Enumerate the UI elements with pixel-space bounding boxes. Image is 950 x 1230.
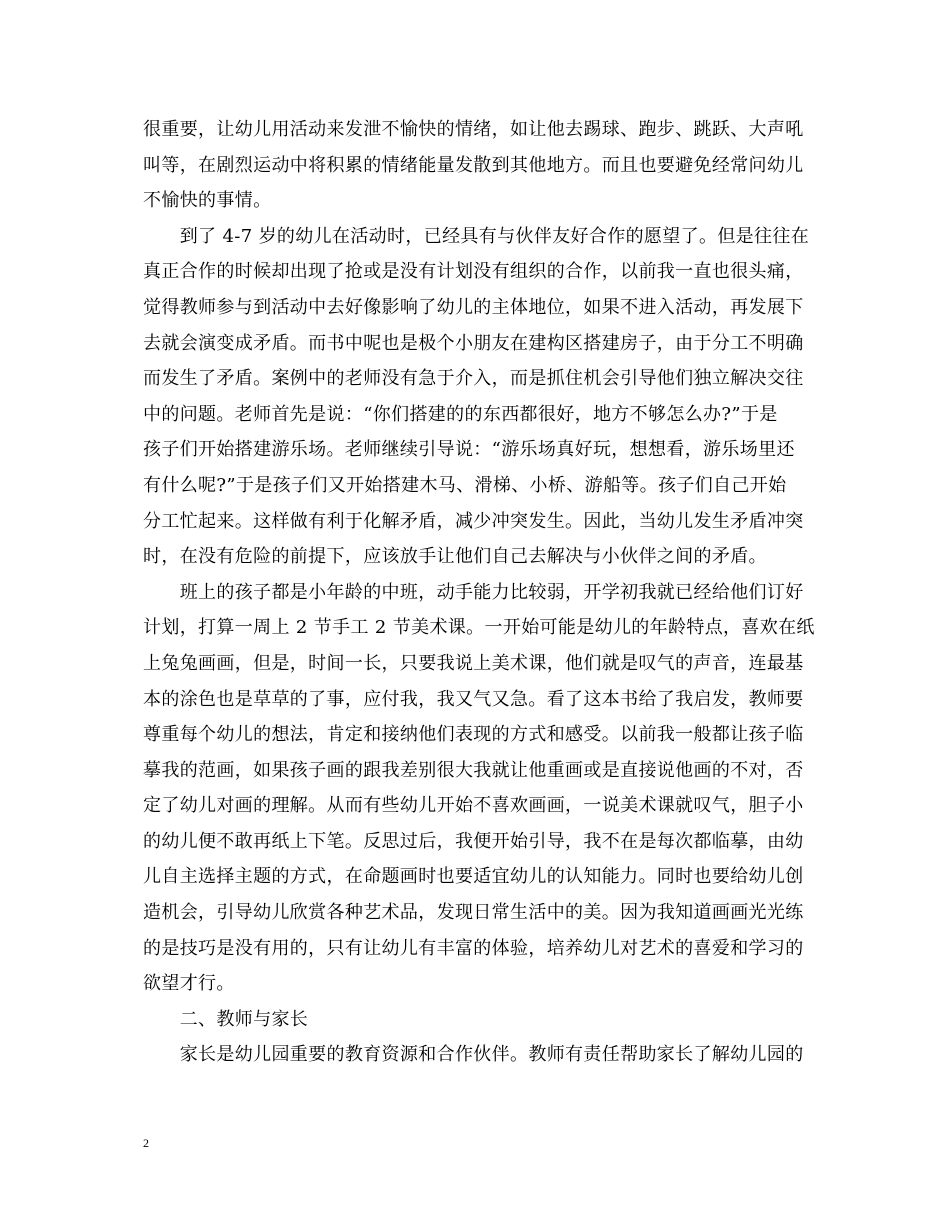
text-line: 时，在没有危险的前提下，应该放手让他们自己去解决与小伙伴之间的矛盾。 xyxy=(143,546,767,568)
text-line: 真正合作的时候却出现了抢或是没有计划没有组织的合作，以前我一直也很头痛， xyxy=(143,261,804,283)
text-line: 觉得教师参与到活动中去好像影响了幼儿的主体地位，如果不进入活动，再发展下 xyxy=(143,296,804,318)
text-line: 儿自主选择主题的方式，在命题画时也要适宜幼儿的认知能力。同时也要给幼儿创 xyxy=(143,866,804,888)
text-line: 计划，打算一周上 2 节手工 2 节美术课。一开始可能是幼儿的年龄特点，喜欢在纸 xyxy=(143,617,815,639)
text-line: 欲望才行。 xyxy=(143,973,235,995)
text-line: 的幼儿便不敢再纸上下笔。反思过后，我便开始引导，我不在是每次都临摹，由幼 xyxy=(143,830,804,852)
text-line: 定了幼儿对画的理解。从而有些幼儿开始不喜欢画画，一说美术课就叹气，胆子小 xyxy=(143,795,804,817)
text-line: 本的涂色也是草草的了事，应付我，我又气又急。看了这本书给了我启发，教师要 xyxy=(143,688,804,710)
text-line: 而发生了矛盾。案例中的老师没有急于介入，而是抓住机会引导他们独立解决交往 xyxy=(143,368,804,390)
text-line: 尊重每个幼儿的想法，肯定和接纳他们表现的方式和感受。以前我一般都让孩子临 xyxy=(143,724,804,746)
text-line: 很重要，让幼儿用活动来发泄不愉快的情绪，如让他去踢球、跑步、跳跃、大声吼 xyxy=(143,119,804,140)
document-body xyxy=(143,112,813,1073)
text-line: 上兔兔画画，但是，时间一长，只要我说上美术课，他们就是叹气的声音，连最基 xyxy=(143,652,804,674)
section-heading: 二、教师与家长 xyxy=(143,1008,309,1030)
text-line: 去就会演变成矛盾。而书中呢也是极个小朋友在建构区搭建房子，由于分工不明确 xyxy=(143,332,804,354)
text-line: 孩子们开始搭建游乐场。老师继续引导说：“游乐场真好玩，想想看，游乐场里还 xyxy=(143,439,795,461)
text-line: 中的问题。老师首先是说：“你们搭建的的东西都很好，地方不够怎么办?”于是 xyxy=(143,403,778,425)
text-line: 造机会，引导幼儿欣赏各种艺术品，发现日常生活中的美。因为我知道画画光光练 xyxy=(143,902,804,924)
text-line: 有什么呢?”于是孩子们又开始搭建木马、滑梯、小桥、游船等。孩子们自己开始 xyxy=(143,474,787,496)
text-line: 的是技巧是没有用的，只有让幼儿有丰富的体验，培养幼儿对艺术的喜爱和学习的 xyxy=(143,937,804,959)
text-line: 分工忙起来。这样做有利于化解矛盾，减少冲突发生。因此，当幼儿发生矛盾冲突 xyxy=(143,510,804,532)
text-line: 家长是幼儿园重要的教育资源和合作伙伴。教师有责任帮助家长了解幼儿园的 xyxy=(143,1044,804,1066)
text-line: 到了 4-7 岁的幼儿在活动时，已经具有与伙伴友好合作的愿望了。但是往往在 xyxy=(143,225,810,247)
page-number: 2 xyxy=(143,1136,149,1150)
text-line: 班上的孩子都是小年龄的中班，动手能力比较弱，开学初我就已经给他们订好 xyxy=(143,581,804,603)
text-line: 不愉快的事情。 xyxy=(143,190,272,212)
text-line: 摹我的范画，如果孩子画的跟我差别很大我就让他重画或是直接说他画的不对，否 xyxy=(143,759,804,781)
text-line: 叫等，在剧烈运动中将积累的情绪能量发散到其他地方。而且也要避免经常问幼儿 xyxy=(143,154,804,176)
